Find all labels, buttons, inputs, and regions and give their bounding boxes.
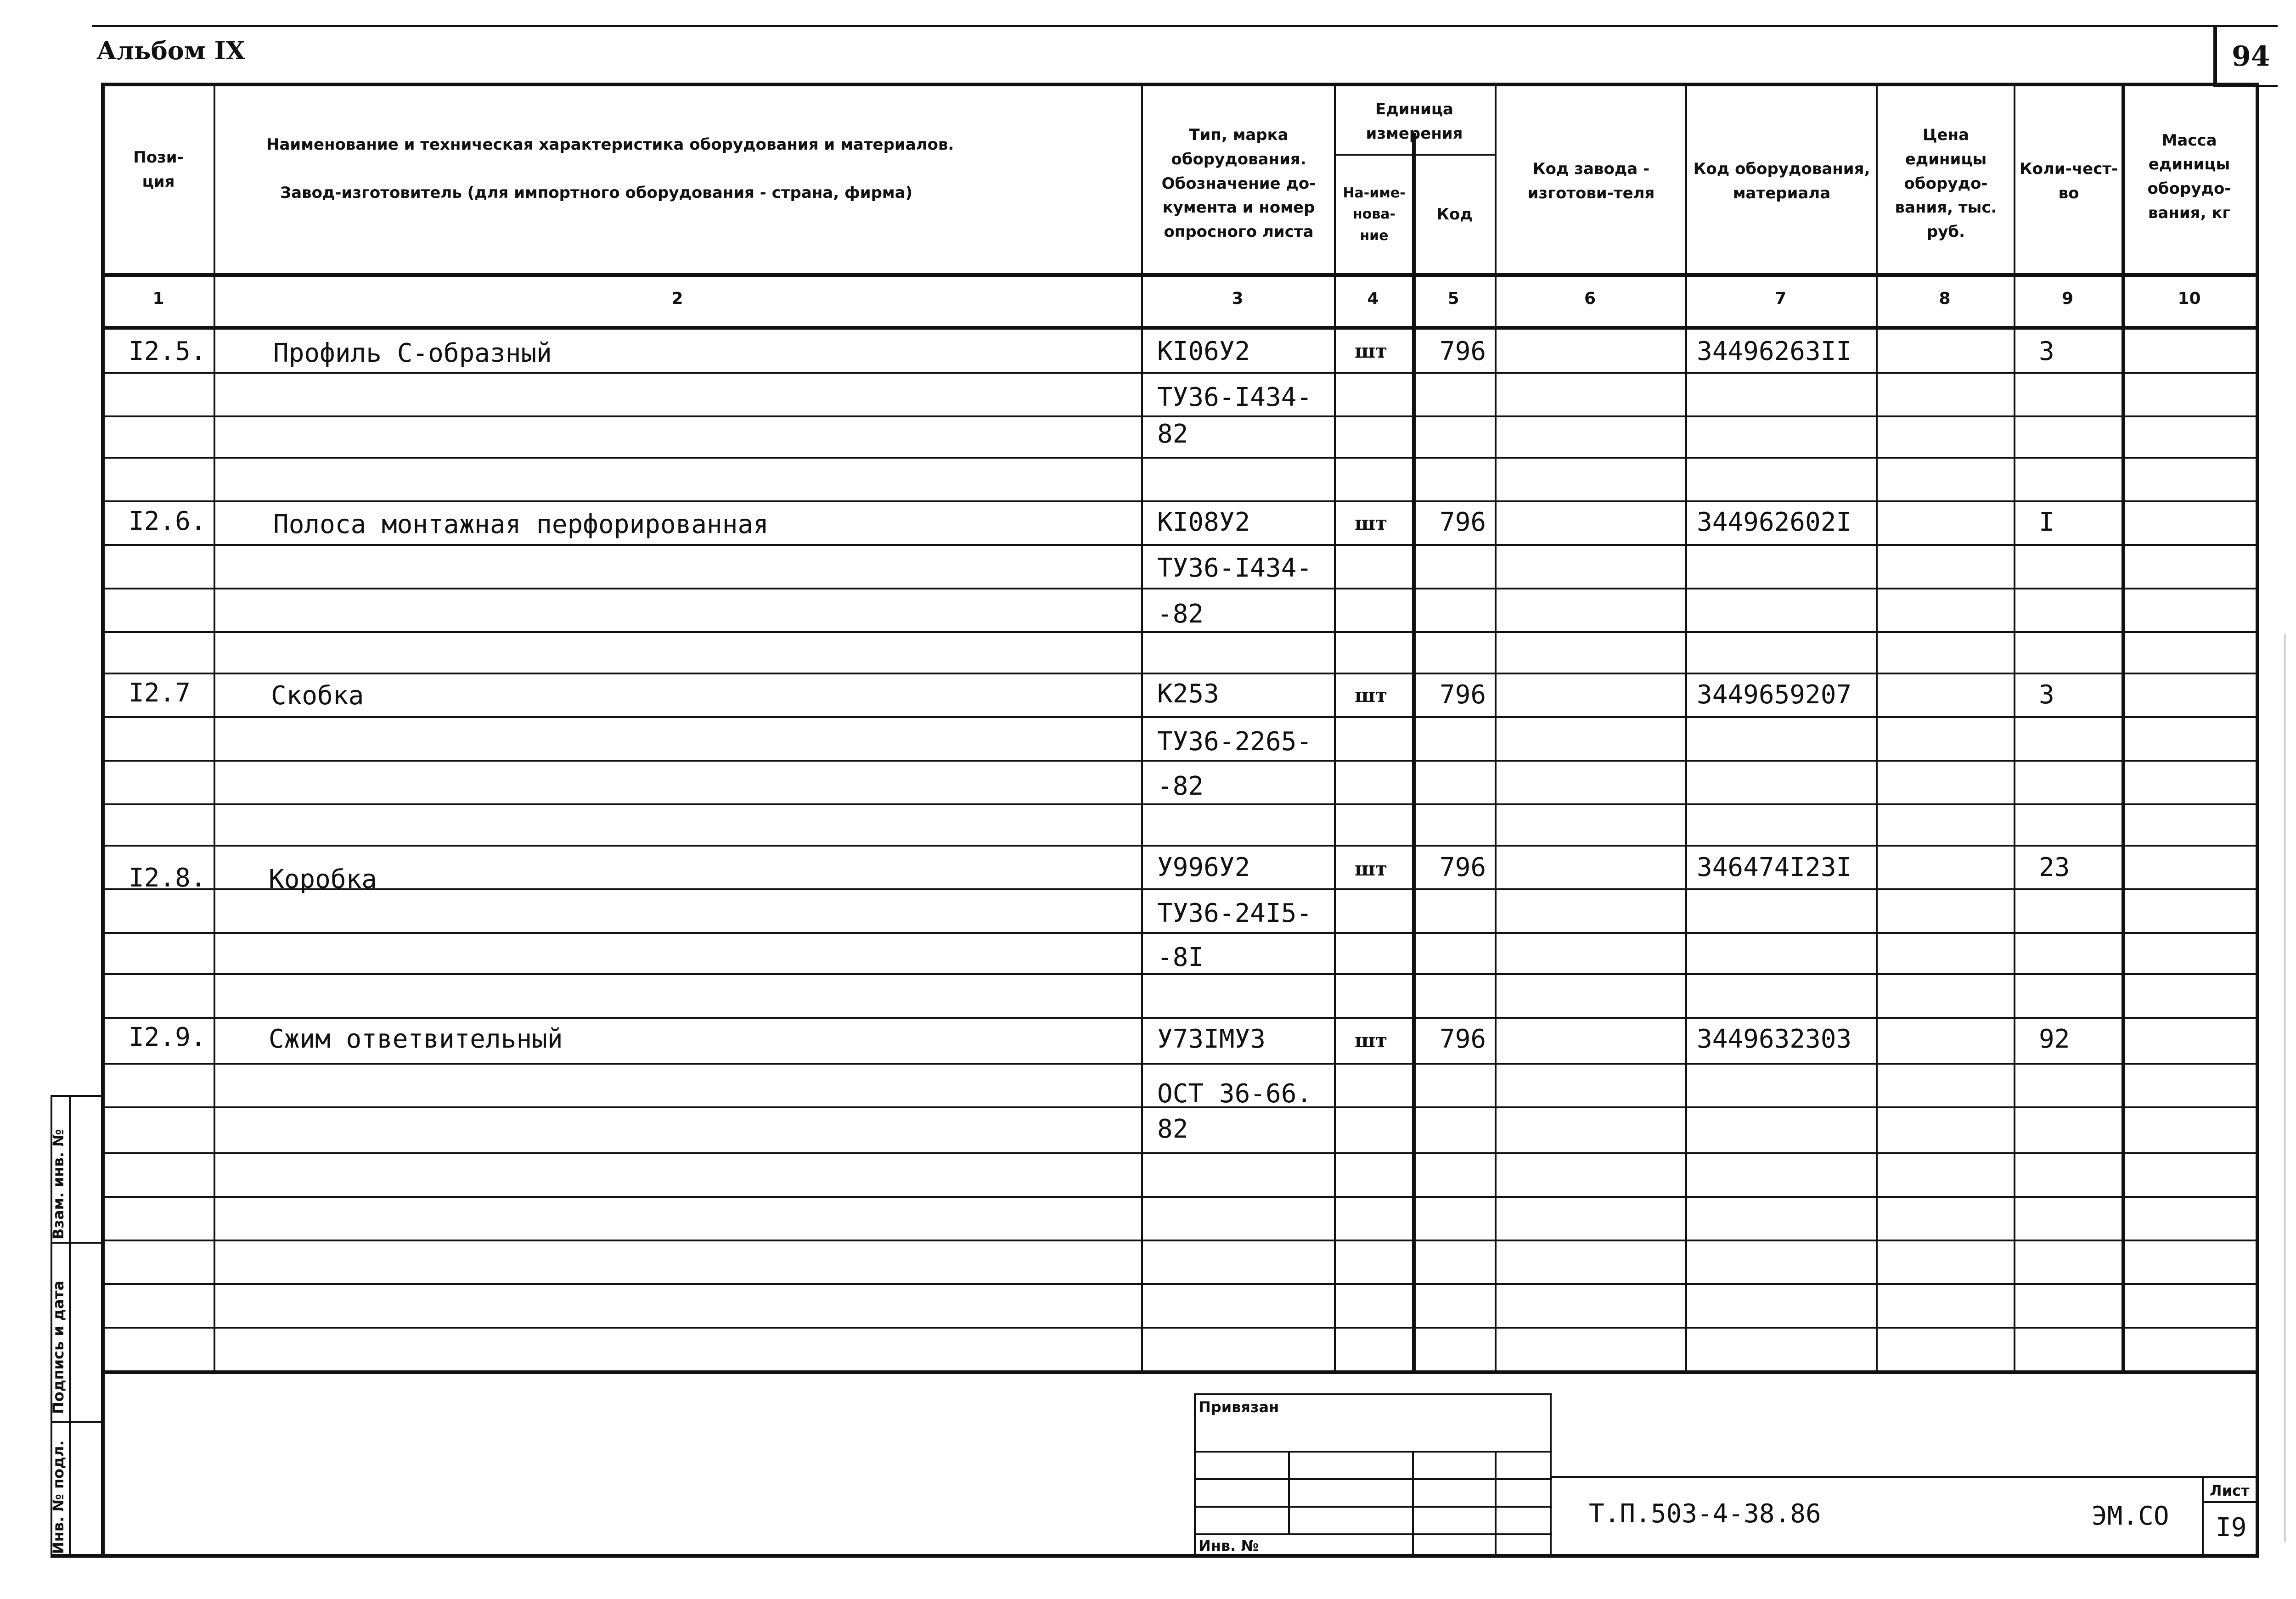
cell-type: КI08У2 bbox=[1157, 507, 1250, 537]
col-number: 7 bbox=[1774, 289, 1787, 308]
cell-unit: шт bbox=[1355, 858, 1388, 880]
cell-name: Сжим ответвительный bbox=[269, 1024, 563, 1054]
col-number: 4 bbox=[1367, 289, 1379, 308]
col-number: 9 bbox=[2061, 289, 2074, 308]
stamp-doc-code: Т.П.503-4-38.86 bbox=[1589, 1499, 1821, 1529]
cell-position: I2.5. bbox=[129, 337, 206, 366]
col-number: 5 bbox=[1447, 289, 1459, 308]
cell-type: У73IМУ3 bbox=[1157, 1024, 1266, 1054]
col-number: 3 bbox=[1232, 289, 1244, 308]
stamp-privyazan: Привязан bbox=[1199, 1398, 1279, 1416]
cell-code: 796 bbox=[1440, 680, 1486, 710]
cell-unit: шт bbox=[1355, 684, 1388, 707]
cell-code: 796 bbox=[1440, 337, 1486, 366]
cell-type: 82 bbox=[1157, 419, 1188, 449]
page-number: 94 bbox=[2232, 40, 2270, 73]
header-name-a: Наименование и техническая характеристика оборудования и материалов. bbox=[266, 135, 954, 154]
cell-type: 82 bbox=[1157, 1114, 1188, 1144]
cell-unit: шт bbox=[1355, 340, 1388, 362]
cell-position: I2.7 bbox=[129, 678, 191, 708]
cell-unit: шт bbox=[1355, 1029, 1388, 1052]
cell-equipment-code: 346474I23I bbox=[1697, 853, 1852, 882]
col-number: 1 bbox=[152, 289, 164, 308]
header-unit-name: На-име-нова-ние bbox=[1343, 185, 1406, 244]
cell-type: КI06У2 bbox=[1157, 337, 1250, 366]
cell-type: ОСТ 36-66. bbox=[1157, 1079, 1312, 1109]
stamp-sheet-no: I9 bbox=[2216, 1513, 2247, 1543]
cell-quantity: 23 bbox=[2039, 853, 2070, 882]
side-label-inv-podl: Инв. № подл. bbox=[50, 1440, 67, 1554]
cell-type: ТУ36-24I5- bbox=[1157, 898, 1312, 928]
cell-name: Профиль С-образный bbox=[273, 338, 552, 368]
cell-name: Коробка bbox=[269, 864, 377, 894]
cell-type: -82 bbox=[1157, 771, 1204, 801]
header-factory-code: Код завода - изготови-теля bbox=[1527, 160, 1655, 202]
cell-unit: шт bbox=[1355, 512, 1388, 534]
header-type: Тип, марка оборудования. Обозначение до-кумента и номер опросного листа bbox=[1161, 126, 1316, 241]
cell-quantity: 3 bbox=[2039, 337, 2054, 366]
col-number: 10 bbox=[2178, 289, 2201, 308]
stamp-sheet-label: Лист bbox=[2210, 1482, 2250, 1499]
cell-position: I2.8. bbox=[129, 863, 206, 893]
header-unit-code: Код bbox=[1436, 205, 1473, 224]
header-name-b: Завод-изготовитель (для импортного оборудования - страна, фирма) bbox=[280, 183, 913, 202]
cell-equipment-code: 34496263II bbox=[1697, 337, 1852, 366]
cell-type: К253 bbox=[1157, 679, 1219, 709]
cell-type: ТУ36-2265- bbox=[1157, 727, 1312, 757]
side-label-podpis: Подпись и дата bbox=[50, 1280, 67, 1414]
cell-equipment-code: 3449632303 bbox=[1697, 1024, 1852, 1054]
cell-quantity: I bbox=[2039, 507, 2054, 537]
header-equipment-code: Код оборудования, материала bbox=[1693, 160, 1870, 202]
cell-position: I2.6. bbox=[129, 506, 206, 536]
cell-code: 796 bbox=[1440, 507, 1486, 537]
cell-equipment-code: 344962602I bbox=[1697, 507, 1852, 537]
cell-position: I2.9. bbox=[129, 1022, 206, 1052]
stamp-inv-no: Инв. № bbox=[1199, 1537, 1259, 1554]
side-label-vzam: Взам. инв. № bbox=[50, 1129, 67, 1240]
header-position: Пози- ция bbox=[133, 148, 184, 191]
cell-code: 796 bbox=[1440, 1024, 1486, 1054]
cell-quantity: 92 bbox=[2039, 1024, 2070, 1054]
album-title: Альбом IX bbox=[96, 36, 245, 65]
header-unit-group: Единица измерения bbox=[1366, 100, 1463, 143]
stamp-section: ЭМ.СО bbox=[2092, 1501, 2169, 1531]
cell-equipment-code: 3449659207 bbox=[1697, 680, 1852, 710]
cell-name: Полоса монтажная перфорированная bbox=[273, 510, 769, 539]
header-quantity: Коли-чест-во bbox=[2019, 160, 2118, 202]
cell-type: -8I bbox=[1157, 943, 1204, 972]
cell-type: У996У2 bbox=[1157, 853, 1250, 882]
header-price: Цена единицы оборудо-вания, тыс. руб. bbox=[1895, 126, 1997, 241]
col-number: 8 bbox=[1939, 289, 1951, 308]
cell-code: 796 bbox=[1440, 853, 1486, 882]
col-number: 6 bbox=[1584, 289, 1596, 308]
cell-name: Скобка bbox=[271, 681, 364, 711]
cell-type: -82 bbox=[1157, 599, 1204, 629]
cell-type: ТУ36-I434- bbox=[1157, 382, 1312, 412]
header-mass: Масса единицы оборудо-вания, кг bbox=[2147, 131, 2231, 222]
cell-quantity: 3 bbox=[2039, 680, 2054, 710]
col-number: 2 bbox=[671, 289, 683, 308]
cell-type: ТУ36-I434- bbox=[1157, 553, 1312, 583]
